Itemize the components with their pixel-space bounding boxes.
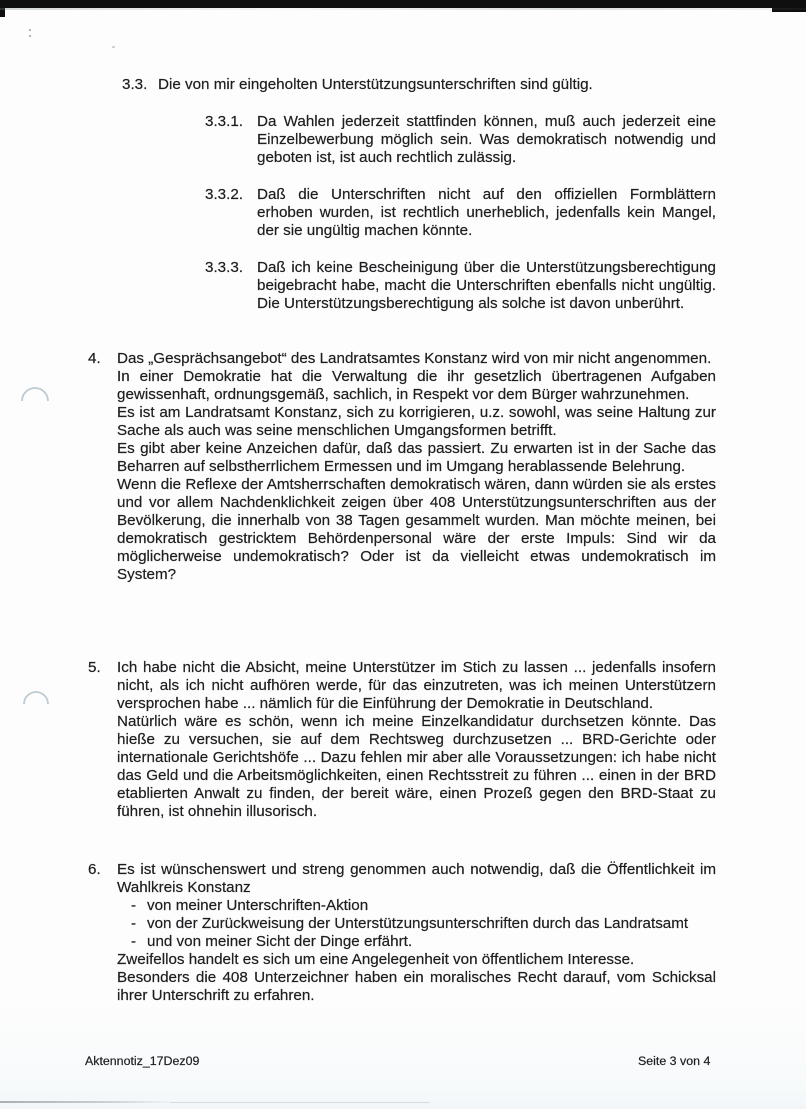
section-text: Die von mir eingeholten Unterstützungsunterschriften sind gültig. <box>158 76 593 93</box>
footer-page-indicator: Seite 3 von 4 <box>638 1054 711 1068</box>
scan-edge-top <box>0 0 806 8</box>
paragraph: Das „Gesprächsangebot“ des Landratsamtes Konstanz wird von mir nicht angenommen. <box>117 350 712 367</box>
item-number: 5. <box>88 659 101 676</box>
bullet-dash: - <box>131 933 137 950</box>
bullet-text: und von meiner Sicht der Dinge erfährt. <box>147 933 413 950</box>
bullet-dash: - <box>131 915 137 932</box>
paragraph: In einer Demokratie hat die Verwaltung die ihr gesetzlich übertragenen Aufgaben gewissenhaft, ordnungsgemäß, sachlich, in Respekt vor dem Bürger wahrzunehmen. <box>117 368 716 403</box>
list-item-4 <box>88 350 716 584</box>
paragraph: Es ist wünschenswert und streng genommen auch notwendig, daß die Öffentlichkeit im Wahlkreis Konstanz <box>117 861 716 896</box>
paragraph: Wenn die Reflexe der Amtsherrschaften demokratisch wären, dann würden sie als erstes und vor allem Nachdenklichkeit zeigen über 408 Unterstützungsunterschriften aus der Bevölkerung, die innerhalb von 38 Tagen gesammelt wurden. Man möchte meinen, bei demokratisch gestricktem Behördenpersonal wäre der erste Impuls: Sind wir da möglicherweise undemokratisch? Oder ist da vielleicht etwas undemokratisch im System? <box>117 476 716 583</box>
scan-edge-notch-right <box>772 0 806 12</box>
paragraph: Besonders die 408 Unterzeichner haben ein moralisches Recht darauf, vom Schicksal ihrer Unterschrift zu erfahren. <box>117 969 716 1004</box>
subsection-3-3-2 <box>205 186 716 240</box>
section-number: 3.3. <box>122 76 148 93</box>
scan-speck <box>29 29 31 31</box>
paragraph: Zweifellos handelt es sich um eine Angelegenheit von öffentlichem Interesse. <box>117 951 635 968</box>
bullet-dash: - <box>131 897 137 914</box>
scan-edge-shadow <box>0 8 806 10</box>
paragraph: Natürlich wäre es schön, wenn ich meine Einzelkandidatur durchsetzen könnte. Das hieße zu versuchen, sie auf dem Rechtsweg durchzusetzen ... BRD-Gerichte oder internationale Gerichtshöfe ... Dazu fehlen mir aber alle Voraussetzungen: ich habe nicht das Geld und die Arbeitsmöglichkeiten, einen Rechtsstreit zu führen ... einen in der BRD etablierten Anwalt zu finden, der bereit wäre, einen Prozeß gegen den BRD-Staat zu führen, ist ohnehin illusorisch. <box>117 713 716 820</box>
subsection-text: Daß die Unterschriften nicht auf den offiziellen Formblättern erhoben wurden, ist rechtlich unerheblich, jedenfalls kein Mangel, der sie ungültig machen könnte. <box>257 186 716 239</box>
subsection-3-3-3 <box>205 259 716 313</box>
bullet-item <box>131 915 716 933</box>
bullet-text: von meiner Unterschriften-Aktion <box>147 897 369 914</box>
subsection-number: 3.3.1. <box>205 113 243 130</box>
list-item-5 <box>88 659 716 821</box>
paragraph: Es ist am Landratsamt Konstanz, sich zu korrigieren, u.z. sowohl, was seine Haltung zur Sache als auch was seine menschlichen Umgangsformen betrifft. <box>117 404 716 439</box>
footer-filename: Aktennotiz_17Dez09 <box>85 1054 200 1068</box>
punch-hole-mark <box>20 385 50 403</box>
bullet-item <box>131 897 716 915</box>
list-item-6 <box>88 861 716 1005</box>
bullet-item <box>131 933 716 951</box>
scan-smudge-bottom <box>0 1101 175 1103</box>
subsection-text: Daß ich keine Bescheinigung über die Unterstützungsberechtigung beigebracht habe, macht die Unterschriften ebenfalls nicht ungültig. Die Unterstützungsberechtigung als solche ist davon unberührt. <box>257 259 716 312</box>
subsection-number: 3.3.3. <box>205 259 243 276</box>
scan-speck <box>112 46 115 48</box>
paragraph: Es gibt aber keine Anzeichen dafür, daß das passiert. Zu erwarten ist in der Sache das Beharren auf selbstherrlichem Ermessen und im Umgang herablassende Belehrung. <box>117 440 716 475</box>
subsection-text: Da Wahlen jederzeit stattfinden können, muß auch jederzeit eine Einzelbewerbung möglich sein. Was demokratisch notwendig und geboten ist, ist auch rechtlich zulässig. <box>257 113 716 166</box>
subsection-number: 3.3.2. <box>205 186 243 203</box>
punch-hole-mark <box>22 688 50 706</box>
item-number: 6. <box>88 861 101 878</box>
subsection-3-3-1 <box>205 113 716 167</box>
section-3-3 <box>122 76 716 94</box>
paragraph: Ich habe nicht die Absicht, meine Unterstützer im Stich zu lassen ... jedenfalls insofern nicht, als ich nicht aufhören werde, für das einzutreten, was ich meinen Unterstützern versprochen habe ... nämlich für die Einführung der Demokratie in Deutschland. <box>117 659 716 712</box>
bullet-text: von der Zurückweisung der Unterstützungsunterschriften durch das Landratsamt <box>147 915 689 932</box>
scan-smudge-bottom <box>170 1102 430 1103</box>
item-number: 4. <box>88 350 101 367</box>
